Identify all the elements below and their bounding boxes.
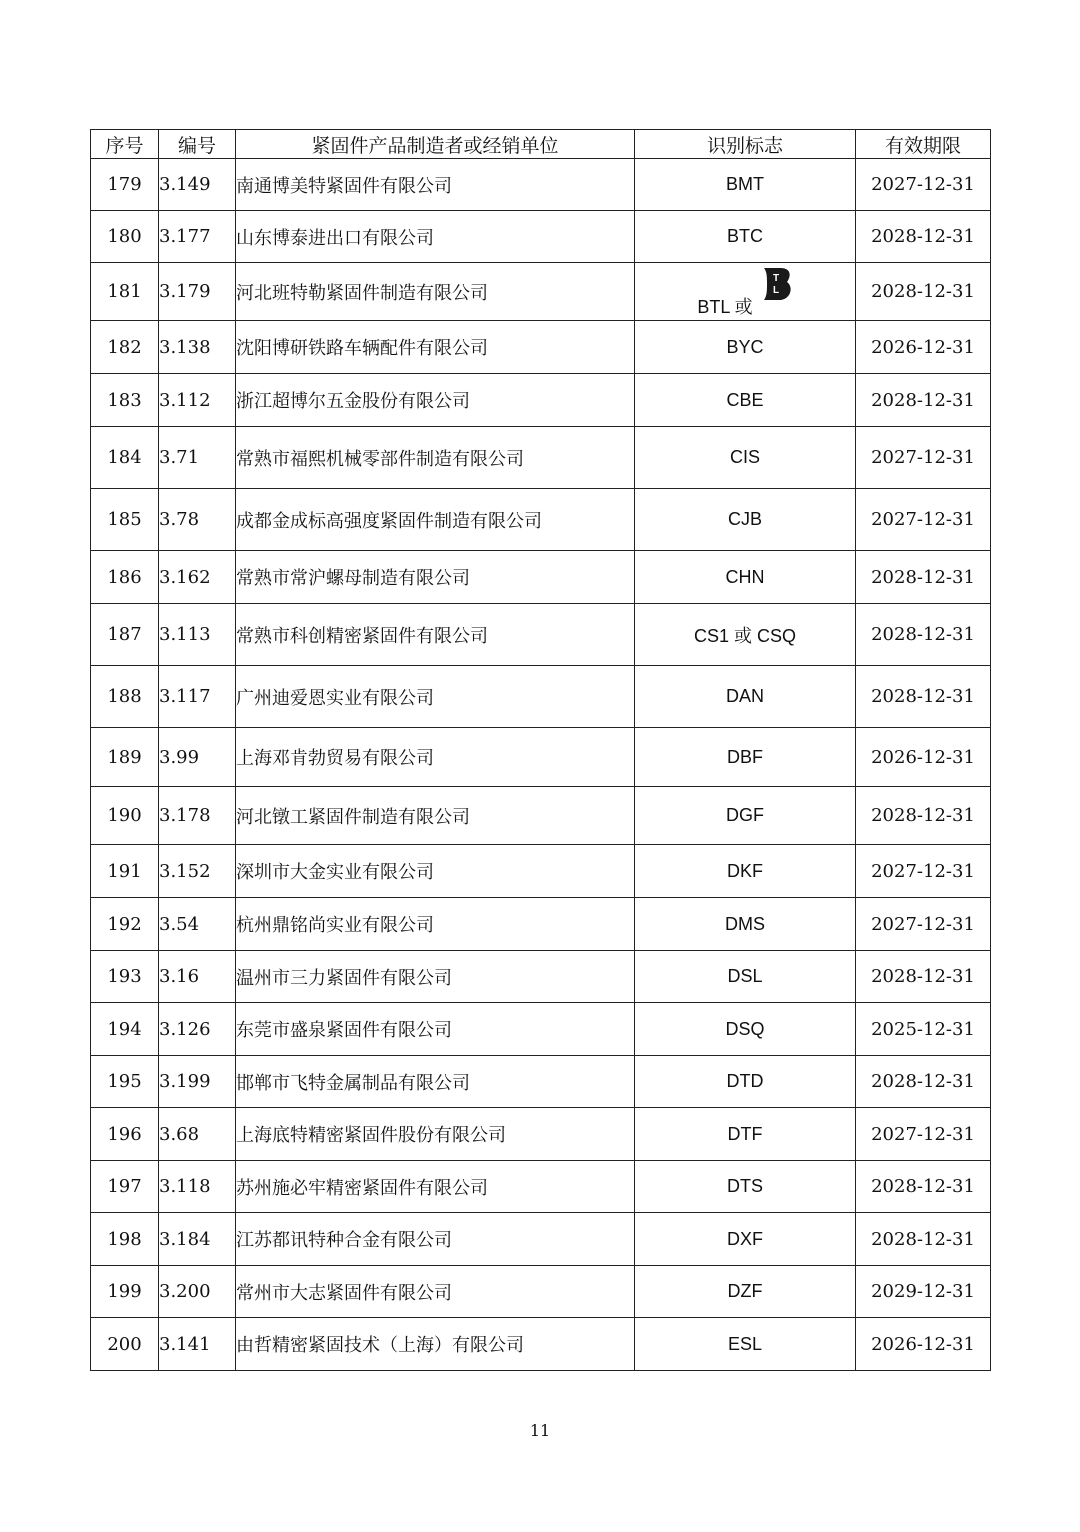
cell-code: 3.138 [159,321,236,374]
mark-text: BTL 或 [697,296,753,317]
cell-seq: 181 [91,263,159,321]
cell-company: 常熟市福熙机械零部件制造有限公司 [236,427,635,489]
page-number: 11 [529,1421,551,1440]
table-row [91,1108,991,1161]
cell-seq: 180 [91,211,159,263]
cell-code: 3.162 [159,551,236,604]
table-row [91,211,991,263]
mark-text: BTC [727,226,763,246]
cell-mark [635,551,856,604]
cell-seq: 184 [91,427,159,489]
mark-text: DSL [727,966,763,986]
cell-expiry: 2029-12-31 [856,1266,991,1318]
cell-mark [635,787,856,845]
cell-mark [635,1213,856,1266]
mark-text: BYC [726,336,764,357]
cell-seq: 196 [91,1108,159,1161]
cell-company: 由哲精密紧固技术（上海）有限公司 [236,1318,635,1371]
cell-code: 3.178 [159,787,236,845]
cell-mark [635,951,856,1003]
cell-expiry: 2028-12-31 [856,666,991,728]
svg-text:L: L [772,284,779,296]
mark-text: CJB [727,509,762,529]
header-mark: 识别标志 [635,130,856,159]
table-row [91,1161,991,1213]
cell-company: 山东博泰进出口有限公司 [236,211,635,263]
cell-company: 常州市大志紧固件有限公司 [236,1266,635,1318]
cell-company: 温州市三力紧固件有限公司 [236,951,635,1003]
cell-mark [635,1161,856,1213]
cell-expiry: 2027-12-31 [856,489,991,551]
cell-company: 常熟市科创精密紧固件有限公司 [236,604,635,666]
mark-text: DZF [727,1281,763,1301]
table-row [91,1266,991,1318]
cell-mark [635,1318,856,1371]
cell-seq: 179 [91,159,159,211]
cell-code: 3.184 [159,1213,236,1266]
cell-company: 广州迪爱恩实业有限公司 [236,666,635,728]
cell-code: 3.117 [159,666,236,728]
cell-mark [635,1003,856,1056]
cell-company: 上海邓肯勃贸易有限公司 [236,728,635,787]
mark-text: DBF [727,746,763,767]
cell-seq: 194 [91,1003,159,1056]
cell-company: 南通博美特紧固件有限公司 [236,159,635,211]
table-row [91,1213,991,1266]
mark-text: CIS [729,447,760,467]
cell-expiry: 2026-12-31 [856,1318,991,1371]
cell-seq: 195 [91,1056,159,1108]
cell-code: 3.152 [159,845,236,898]
cell-mark [635,427,856,489]
cell-mark [635,604,856,666]
mark-text: DAN [725,686,764,706]
cell-code: 3.54 [159,898,236,951]
mark-text: DTF [727,1123,763,1144]
cell-company: 成都金成标高强度紧固件制造有限公司 [236,489,635,551]
table-row [91,551,991,604]
mark-text: CHN [725,566,765,587]
mark-text: DKF [727,860,763,881]
cell-expiry: 2026-12-31 [856,728,991,787]
cell-expiry: 2026-12-31 [856,321,991,374]
mark-text: DGF [726,805,764,825]
cell-seq: 197 [91,1161,159,1213]
cell-code: 3.177 [159,211,236,263]
cell-company: 苏州施必牢精密紧固件有限公司 [236,1161,635,1213]
cell-mark [635,1108,856,1161]
cell-company: 东莞市盛泉紧固件有限公司 [236,1003,635,1056]
cell-mark [635,159,856,211]
cell-expiry: 2027-12-31 [856,1108,991,1161]
mark-text: ESL [727,1333,763,1354]
header-seq: 序号 [91,130,159,159]
table-row [91,666,991,728]
cell-expiry: 2027-12-31 [856,898,991,951]
cell-mark [635,321,856,374]
cell-company: 河北镦工紧固件制造有限公司 [236,787,635,845]
cell-company: 江苏都讯特种合金有限公司 [236,1213,635,1266]
cell-code: 3.16 [159,951,236,1003]
cell-seq: 191 [91,845,159,898]
cell-code: 3.112 [159,374,236,427]
header-code: 编号 [159,130,236,159]
table-row [91,427,991,489]
cell-seq: 189 [91,728,159,787]
svg-text:T: T [772,272,779,284]
table-row [91,263,991,321]
cell-mark [635,374,856,427]
cell-code: 3.71 [159,427,236,489]
cell-expiry: 2028-12-31 [856,263,991,321]
header-company: 紧固件产品制造者或经销单位 [236,130,635,159]
cell-code: 3.199 [159,1056,236,1108]
cell-seq: 183 [91,374,159,427]
cell-company: 浙江超博尔五金股份有限公司 [236,374,635,427]
table-row [91,159,991,211]
cell-expiry: 2028-12-31 [856,1213,991,1266]
cell-company: 常熟市常沪螺母制造有限公司 [236,551,635,604]
table-header-row [91,130,991,159]
table-row [91,489,991,551]
cell-code: 3.149 [159,159,236,211]
cell-expiry: 2028-12-31 [856,787,991,845]
table-row [91,951,991,1003]
cell-mark [635,898,856,951]
cell-company: 上海底特精密紧固件股份有限公司 [236,1108,635,1161]
mark-text: CS1 或 CSQ [693,625,797,646]
cell-seq: 199 [91,1266,159,1318]
table-row [91,787,991,845]
cell-seq: 187 [91,604,159,666]
cell-code: 3.113 [159,604,236,666]
mark-text: DTD [726,1071,764,1091]
cell-code: 3.179 [159,263,236,321]
cell-company: 杭州鼎铭尚实业有限公司 [236,898,635,951]
cell-company: 深圳市大金实业有限公司 [236,845,635,898]
cell-code: 3.118 [159,1161,236,1213]
cell-seq: 188 [91,666,159,728]
cell-seq: 190 [91,787,159,845]
cell-company: 沈阳博研铁路车辆配件有限公司 [236,321,635,374]
cell-seq: 198 [91,1213,159,1266]
table-row [91,1003,991,1056]
cell-mark [635,666,856,728]
mark-text: CBE [726,389,764,410]
cell-seq: 192 [91,898,159,951]
cell-mark [635,1056,856,1108]
cell-seq: 186 [91,551,159,604]
header-expiry: 有效期限 [856,130,991,159]
cell-expiry: 2028-12-31 [856,951,991,1003]
cell-mark [635,263,856,321]
cell-code: 3.99 [159,728,236,787]
cell-company: 河北班特勒紧固件制造有限公司 [236,263,635,321]
cell-mark [635,211,856,263]
table-row [91,374,991,427]
cell-seq: 182 [91,321,159,374]
mark-text: DXF [727,1228,763,1249]
table-row [91,728,991,787]
btl-logo-icon [759,265,793,303]
cell-code: 3.141 [159,1318,236,1371]
cell-seq: 200 [91,1318,159,1371]
cell-code: 3.68 [159,1108,236,1161]
mark-text: DTS [727,1176,763,1196]
cell-mark [635,489,856,551]
table-body [91,159,991,1371]
cell-company: 邯郸市飞特金属制品有限公司 [236,1056,635,1108]
table-row [91,898,991,951]
table-row [91,604,991,666]
cell-mark [635,728,856,787]
registry-table [90,129,991,1371]
table-row [91,321,991,374]
cell-expiry: 2028-12-31 [856,211,991,263]
mark-text: DSQ [725,1018,765,1039]
cell-expiry: 2028-12-31 [856,551,991,604]
cell-seq: 185 [91,489,159,551]
cell-code: 3.200 [159,1266,236,1318]
cell-expiry: 2027-12-31 [856,159,991,211]
table-row [91,1318,991,1371]
cell-expiry: 2028-12-31 [856,374,991,427]
cell-expiry: 2027-12-31 [856,845,991,898]
cell-expiry: 2025-12-31 [856,1003,991,1056]
cell-mark [635,845,856,898]
table-row [91,845,991,898]
cell-expiry: 2027-12-31 [856,427,991,489]
cell-mark [635,1266,856,1318]
cell-code: 3.126 [159,1003,236,1056]
mark-text: BMT [726,174,764,194]
cell-expiry: 2028-12-31 [856,1056,991,1108]
cell-expiry: 2028-12-31 [856,604,991,666]
cell-expiry: 2028-12-31 [856,1161,991,1213]
cell-code: 3.78 [159,489,236,551]
mark-text: DMS [725,913,765,934]
table-row [91,1056,991,1108]
cell-seq: 193 [91,951,159,1003]
